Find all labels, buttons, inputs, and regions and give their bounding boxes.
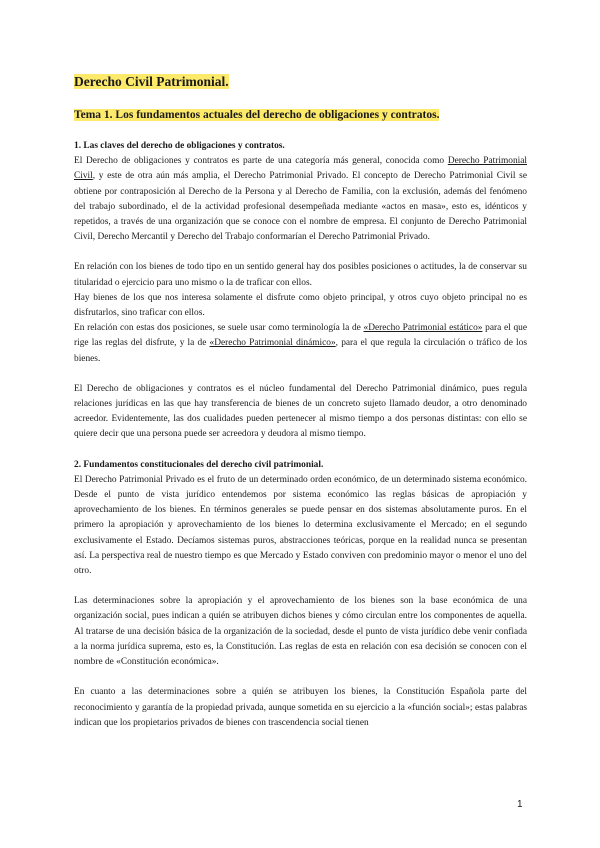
section-1-paragraph-5: El Derecho de obligaciones y contratos es el núcleo fundamental del Derecho Patrimonial dinámico, pues regula relaciones jurídicas en las que hay transferencia de bienes de un concreto sujeto llamado deudor, a otro denominado acreedor. Evidentemente, las dos cualidades pueden pertenecer al mismo tiempo a dos personas distintas: con ello se quiere decir que una persona puede ser acreedora y deudora al mismo tiempo.	[74, 383, 527, 440]
section-2-heading: 2. Fundamentos constitucionales del derecho civil patrimonial.	[74, 459, 324, 470]
section-2-paragraph-1: El Derecho Patrimonial Privado es el fruto de un determinado orden económico, de un determinado sistema económico. Desde el punto de vista jurídico entendemos por sistema económico las reglas básicas de apropiación y aprovechamiento de los bienes. En términos generales se puede pensar en dos sistemas absolutamente puros. En el primero la apropiación y aprovechamiento de los bienes lo determina exclusivamente el Mercado; en el segundo exclusivamente el Estado. Decíamos sistemas puros, abstracciones teóricas, porque en la realidad nunca se presentan así. La perspectiva real de nuestro tiempo es que Mercado y Estado conviven con predominio mayor o menor el uno del otro.	[74, 474, 527, 577]
document-title-text: Derecho Civil Patrimonial.	[74, 74, 229, 89]
section-1-heading: 1. Las claves del derecho de obligaciones y contratos.	[74, 141, 285, 151]
section-2-paragraph-2: Las determinaciones sobre la apropiación y el aprovechamiento de los bienes son la base económica de una organización social, pues indican a quién se atribuyen dichos bienes y cómo circulan entre los componentes de aquella. Al tratarse de una decisión básica de la organización de la sociedad, desde el punto de vista jurídico debe venir confiada a la norma jurídica suprema, esto es, la Constitución. Las reglas de esta en relación con esa decisión se conocen con el nombre de «Constitución económica».	[74, 596, 527, 668]
section-1-paragraph-2: En relación con los bienes de todo tipo en un sentido general hay dos posibles posiciones o actitudes, la de conservar su titularidad o ejercicio para uno mismo o la de traficar con ellos.	[74, 262, 527, 288]
tema-title	[74, 108, 439, 123]
section-1-p1-text-a: El Derecho de obligaciones y contratos es parte de una categoría más general, conocida como	[74, 156, 445, 167]
section-1-paragraph-4	[74, 321, 527, 367]
derecho-patrimonial-civil-link[interactable]: Derecho Patrimonial Civil	[74, 156, 528, 182]
section-1-p4-text-a: En relación con estas dos posiciones, se suele usar como terminología la de	[74, 323, 361, 334]
document-body	[74, 139, 527, 731]
section-1-paragraph-1	[74, 154, 527, 245]
section-1-p4-text-c: , para el que regula la circulación o tráfico de los bienes.	[74, 338, 527, 364]
page-number: 1	[517, 799, 523, 810]
section-2-paragraph-3: En cuanto a las determinaciones sobre a quién se atribuyen los bienes, la Constitución Española parte del reconocimiento y garantía de la propiedad privada, aunque sometida en su ejercicio a la «función social»; estas palabras indican que los propietarios privados de bienes con trascendencia social tienen	[74, 687, 527, 728]
section-1-p1-text-b: , y este de otra aún más amplia, el Derecho Patrimonial Privado. El concepto de Derecho Patrimonial Civil se obtiene por contraposición al Derecho de la Persona y al Derecho de Familia, con la exclusión, además del fenómeno del trabajo subordinado, el de la actividad profesional desempeñada mediante «actos en masa», esto es, idénticos y repetidos, a través de una organización que se conoce con el nombre de empresa. El conjunto de Derecho Patrimonial Civil, Derecho Mercantil y Derecho del Trabajo conformarían el Derecho Patrimonial Privado.	[74, 171, 527, 243]
derecho-patrimonial-estatico-link[interactable]: «Derecho Patrimonial estático»	[363, 323, 483, 334]
section-1-p4-text-b: para el que rige las reglas del disfrute, y la de	[74, 323, 528, 349]
section-1-paragraph-3: Hay bienes de los que nos interesa solamente el disfrute como objeto principal, y otros cuyo objeto principal no es disfrutarlos, sino traficar con ellos.	[74, 292, 527, 319]
derecho-patrimonial-dinamico-link[interactable]: «Derecho Patrimonial dinámico»	[209, 338, 336, 349]
tema-title-text: Tema 1. Los fundamentos actuales del derecho de obligaciones y contratos.	[74, 109, 440, 121]
document-title	[74, 73, 229, 90]
